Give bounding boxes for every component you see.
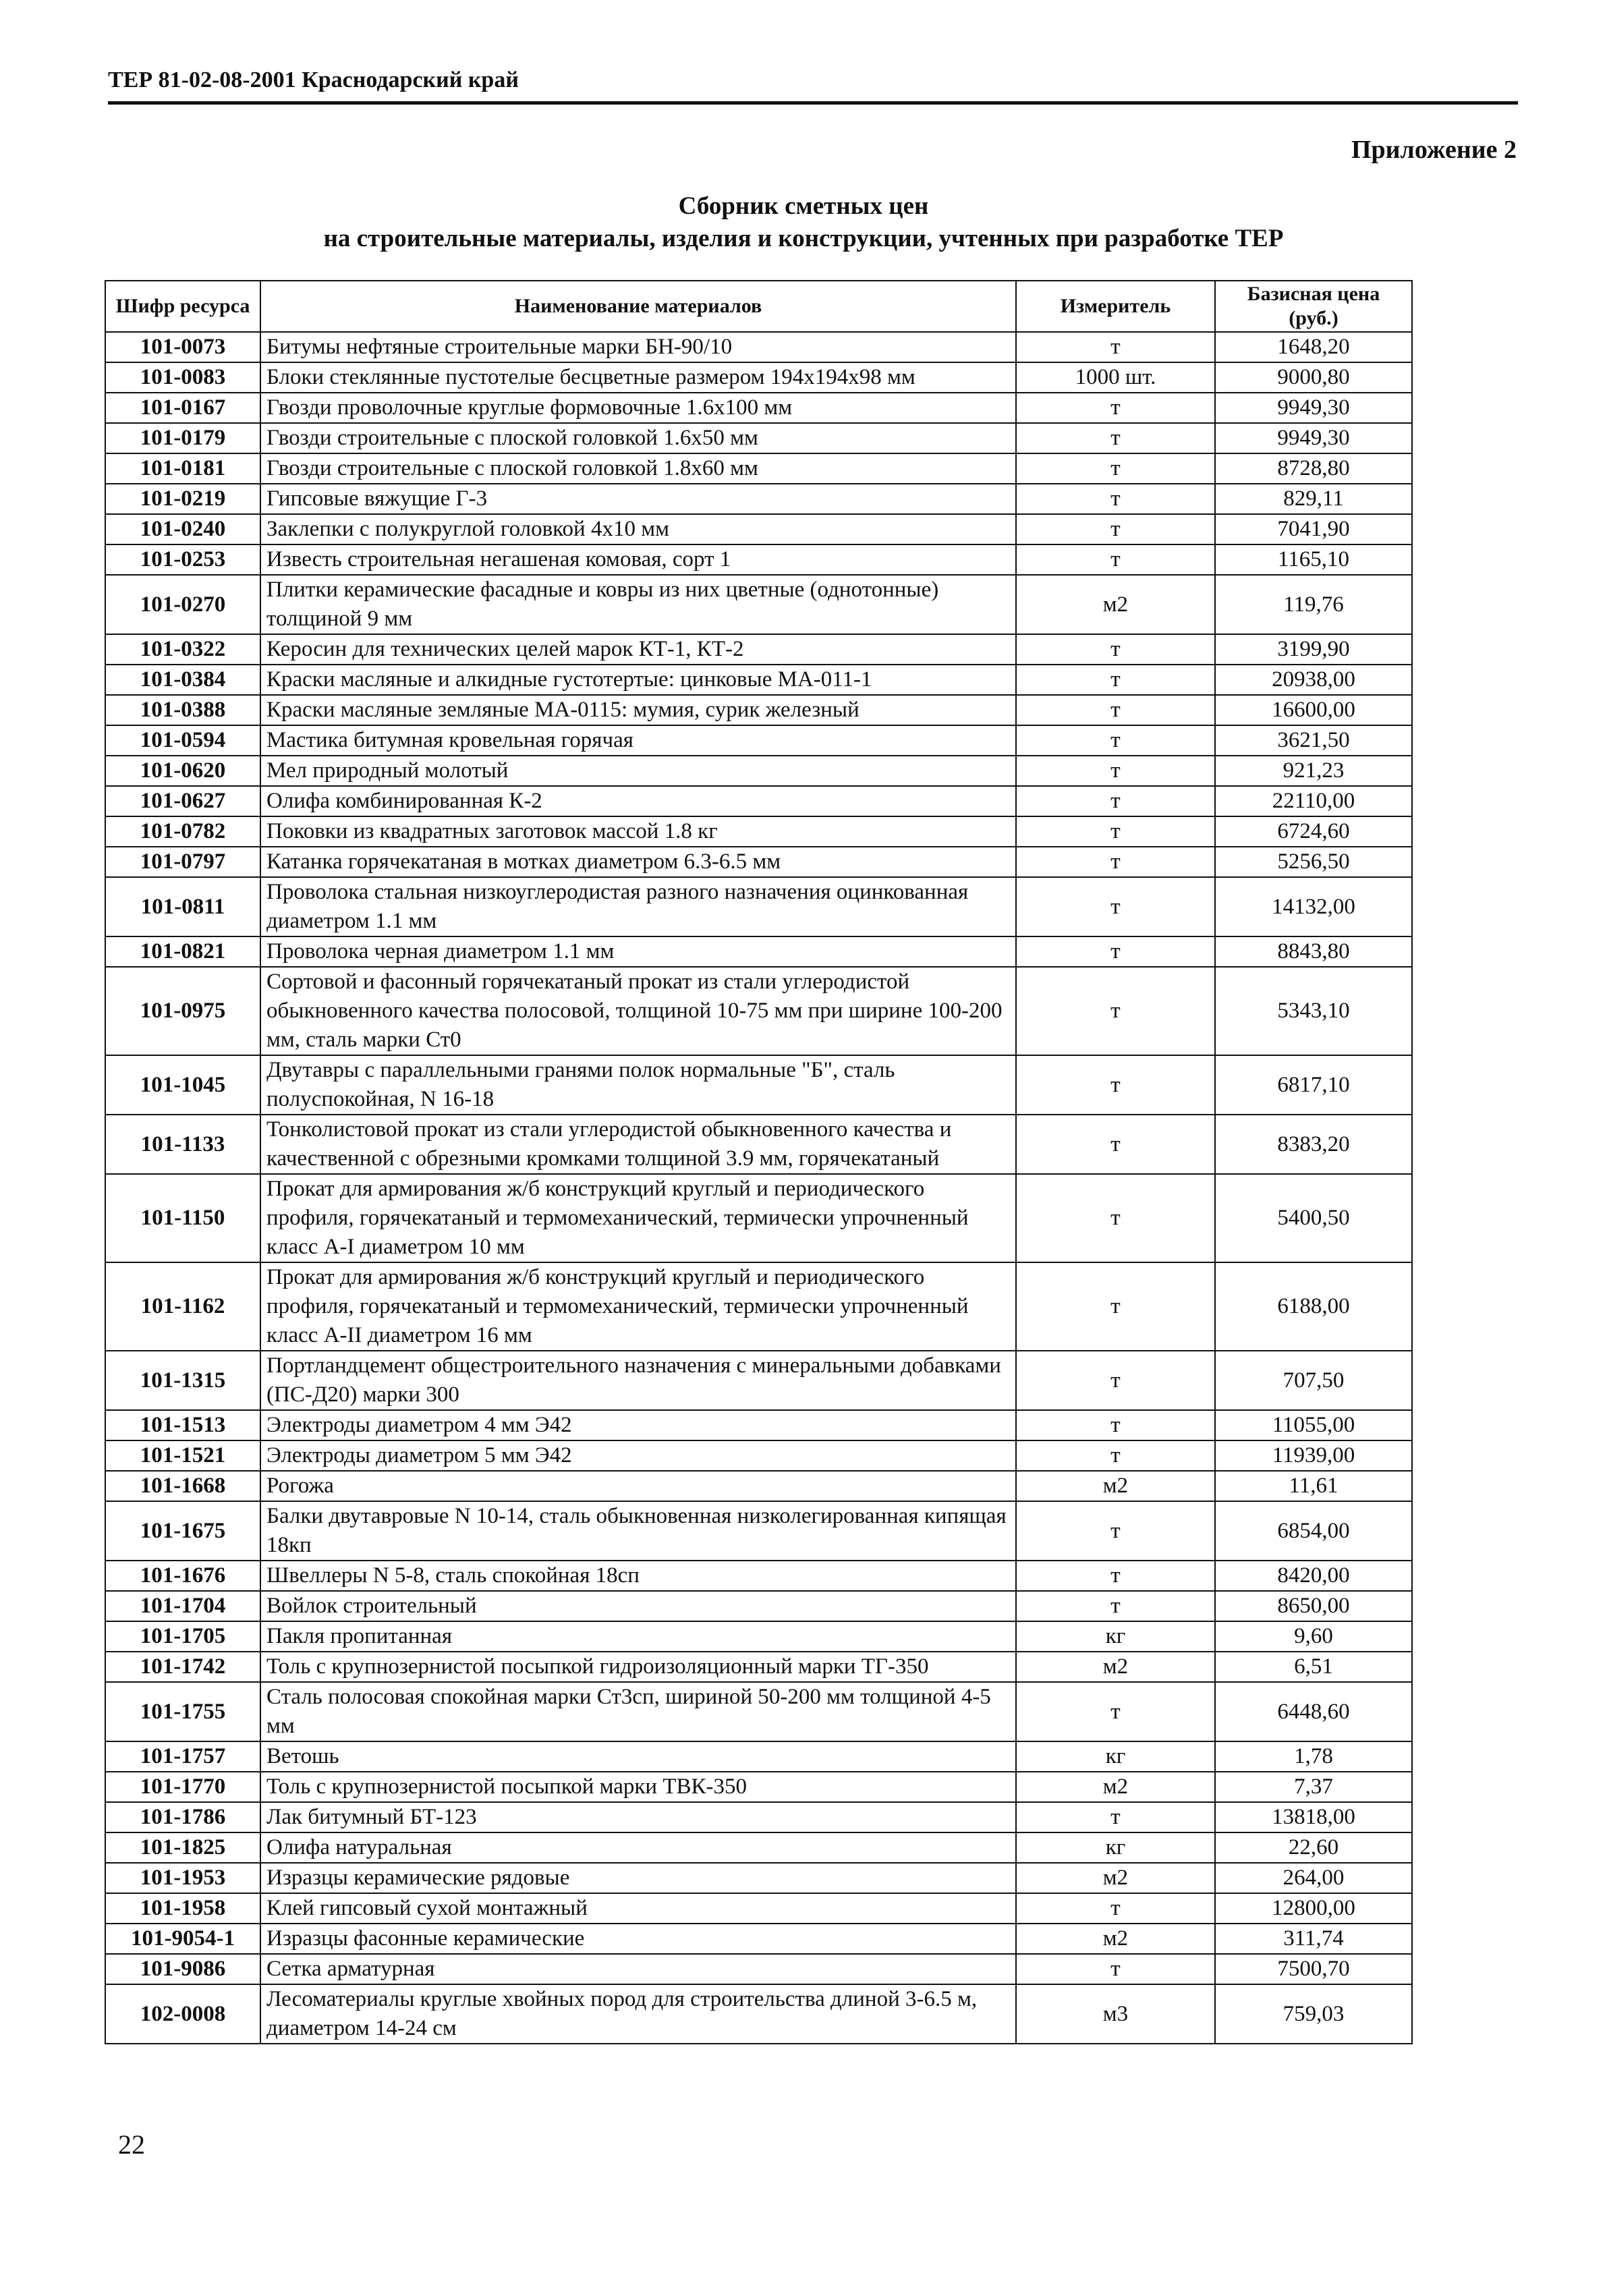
cell-unit: кг <box>1016 1741 1215 1772</box>
cell-code: 101-1668 <box>105 1471 260 1501</box>
cell-code: 101-0083 <box>105 362 260 393</box>
cell-name: Известь строительная негашеная комовая, сорт 1 <box>260 544 1016 575</box>
cell-code: 101-0975 <box>105 967 260 1055</box>
cell-unit: т <box>1016 1440 1215 1471</box>
cell-name: Изразцы керамические рядовые <box>260 1863 1016 1893</box>
table-row <box>105 1501 1412 1561</box>
cell-code: 101-1675 <box>105 1501 260 1561</box>
cell-name: Гипсовые вяжущие Г-3 <box>260 484 1016 514</box>
title-line-1: Сборник сметных цен <box>678 192 929 220</box>
cell-name: Ветошь <box>260 1741 1016 1772</box>
cell-code: 101-1162 <box>105 1262 260 1351</box>
cell-price: 5400,50 <box>1215 1174 1412 1262</box>
cell-unit: м2 <box>1016 1471 1215 1501</box>
table-row <box>105 1115 1412 1174</box>
cell-code: 101-0167 <box>105 393 260 423</box>
cell-price: 311,74 <box>1215 1924 1412 1954</box>
cell-name: Проволока стальная низкоуглеродистая разного назначения оцинкованная диаметром 1.1 мм <box>260 877 1016 936</box>
cell-unit: м2 <box>1016 1924 1215 1954</box>
cell-price: 9000,80 <box>1215 362 1412 393</box>
cell-unit: м2 <box>1016 575 1215 634</box>
cell-name: Сортовой и фасонный горячекатаный прокат из стали углеродистой обыкновенного качества полосовой, толщиной 10-75 мм при ширине 100-200 мм, сталь марки Ст0 <box>260 967 1016 1055</box>
cell-name: Лак битумный БТ-123 <box>260 1802 1016 1832</box>
table-row <box>105 1174 1412 1262</box>
table-row <box>105 484 1412 514</box>
cell-name: Портландцемент общестроительного назначения с минеральными добавками (ПС-Д20) марки 300 <box>260 1351 1016 1410</box>
table-row <box>105 967 1412 1055</box>
cell-name: Электроды диаметром 4 мм Э42 <box>260 1410 1016 1440</box>
cell-unit: т <box>1016 665 1215 695</box>
cell-name: Краски масляные и алкидные густотертые: цинковые МА-011-1 <box>260 665 1016 695</box>
cell-code: 101-1786 <box>105 1802 260 1832</box>
table-row <box>105 1351 1412 1410</box>
cell-name: Сталь полосовая спокойная марки Ст3сп, шириной 50-200 мм толщиной 4-5 мм <box>260 1682 1016 1741</box>
table-row <box>105 847 1412 877</box>
cell-name: Мел природный молотый <box>260 756 1016 786</box>
table-row <box>105 695 1412 725</box>
cell-code: 101-0620 <box>105 756 260 786</box>
cell-code: 101-1704 <box>105 1591 260 1621</box>
cell-price: 921,23 <box>1215 756 1412 786</box>
table-row <box>105 877 1412 936</box>
cell-unit: т <box>1016 1351 1215 1410</box>
cell-price: 9,60 <box>1215 1621 1412 1652</box>
cell-code: 101-0181 <box>105 453 260 484</box>
cell-price: 6188,00 <box>1215 1262 1412 1351</box>
table-row <box>105 1652 1412 1682</box>
cell-price: 829,11 <box>1215 484 1412 514</box>
table-row <box>105 393 1412 423</box>
cell-unit: т <box>1016 1591 1215 1621</box>
header-rule <box>108 101 1518 105</box>
cell-code: 101-0073 <box>105 332 260 362</box>
cell-name: Заклепки с полукруглой головкой 4х10 мм <box>260 514 1016 544</box>
cell-price: 5343,10 <box>1215 967 1412 1055</box>
cell-code: 101-0627 <box>105 786 260 816</box>
cell-price: 11055,00 <box>1215 1410 1412 1440</box>
table-row <box>105 786 1412 816</box>
cell-code: 101-1521 <box>105 1440 260 1471</box>
cell-price: 14132,00 <box>1215 877 1412 936</box>
cell-code: 101-1757 <box>105 1741 260 1772</box>
table-row <box>105 1561 1412 1591</box>
table-row <box>105 1621 1412 1652</box>
table-row <box>105 1802 1412 1832</box>
cell-unit: т <box>1016 786 1215 816</box>
column-header-price: Базисная цена (руб.) <box>1215 281 1412 332</box>
cell-name: Гвозди строительные с плоской головкой 1.8х60 мм <box>260 453 1016 484</box>
cell-unit: т <box>1016 484 1215 514</box>
cell-price: 264,00 <box>1215 1863 1412 1893</box>
table-row <box>105 1954 1412 1984</box>
table-row <box>105 1772 1412 1802</box>
cell-unit: т <box>1016 1410 1215 1440</box>
cell-code: 101-1705 <box>105 1621 260 1652</box>
cell-code: 101-1676 <box>105 1561 260 1591</box>
cell-price: 8650,00 <box>1215 1591 1412 1621</box>
cell-code: 101-0782 <box>105 816 260 847</box>
table-row <box>105 725 1412 756</box>
table-row <box>105 544 1412 575</box>
table-row <box>105 1262 1412 1351</box>
cell-code: 101-1045 <box>105 1055 260 1115</box>
cell-price: 22110,00 <box>1215 786 1412 816</box>
table-row <box>105 1741 1412 1772</box>
cell-unit: т <box>1016 1802 1215 1832</box>
cell-unit: т <box>1016 393 1215 423</box>
cell-unit: т <box>1016 1055 1215 1115</box>
cell-name: Краски масляные земляные МА-0115: мумия, сурик железный <box>260 695 1016 725</box>
cell-unit: м2 <box>1016 1652 1215 1682</box>
cell-price: 12800,00 <box>1215 1893 1412 1924</box>
cell-price: 7500,70 <box>1215 1954 1412 1984</box>
cell-name: Прокат для армирования ж/б конструкций круглый и периодического профиля, горячекатаный и термомеханический, термически упрочненный класс А-II диаметром 16 мм <box>260 1262 1016 1351</box>
cell-unit: т <box>1016 847 1215 877</box>
cell-code: 101-1742 <box>105 1652 260 1682</box>
cell-price: 6448,60 <box>1215 1682 1412 1741</box>
cell-price: 1,78 <box>1215 1741 1412 1772</box>
cell-code: 101-1755 <box>105 1682 260 1741</box>
cell-name: Прокат для армирования ж/б конструкций круглый и периодического профиля, горячекатаный и термомеханический, термически упрочненный класс А-I диаметром 10 мм <box>260 1174 1016 1262</box>
cell-code: 101-0219 <box>105 484 260 514</box>
cell-code: 101-0811 <box>105 877 260 936</box>
cell-unit: т <box>1016 877 1215 936</box>
cell-price: 8728,80 <box>1215 453 1412 484</box>
cell-price: 3199,90 <box>1215 634 1412 665</box>
cell-code: 101-1513 <box>105 1410 260 1440</box>
cell-code: 101-1770 <box>105 1772 260 1802</box>
cell-unit: т <box>1016 936 1215 967</box>
cell-unit: т <box>1016 1115 1215 1174</box>
cell-unit: т <box>1016 514 1215 544</box>
cell-price: 8420,00 <box>1215 1561 1412 1591</box>
cell-code: 102-0008 <box>105 1984 260 2044</box>
cell-name: Сетка арматурная <box>260 1954 1016 1984</box>
table-row <box>105 665 1412 695</box>
cell-name: Пакля пропитанная <box>260 1621 1016 1652</box>
cell-code: 101-0179 <box>105 423 260 453</box>
cell-unit: т <box>1016 816 1215 847</box>
cell-name: Олифа натуральная <box>260 1832 1016 1863</box>
cell-unit: т <box>1016 1954 1215 1984</box>
column-header-unit: Измеритель <box>1016 281 1215 332</box>
cell-price: 9949,30 <box>1215 393 1412 423</box>
table-row <box>105 1863 1412 1893</box>
table-row <box>105 756 1412 786</box>
title-line-2: на строительные материалы, изделия и конструкции, учтенных при разработке ТЕР <box>323 225 1284 252</box>
cell-code: 101-1953 <box>105 1863 260 1893</box>
cell-unit: т <box>1016 453 1215 484</box>
cell-name: Войлок строительный <box>260 1591 1016 1621</box>
cell-unit: т <box>1016 1893 1215 1924</box>
table-row <box>105 362 1412 393</box>
table-row <box>105 1591 1412 1621</box>
cell-code: 101-0388 <box>105 695 260 725</box>
cell-unit: т <box>1016 634 1215 665</box>
cell-unit: т <box>1016 967 1215 1055</box>
cell-name: Двутавры с параллельными гранями полок нормальные "Б", сталь полуспокойная, N 16-18 <box>260 1055 1016 1115</box>
cell-price: 1165,10 <box>1215 544 1412 575</box>
cell-code: 101-0384 <box>105 665 260 695</box>
table-row <box>105 332 1412 362</box>
cell-price: 7,37 <box>1215 1772 1412 1802</box>
cell-code: 101-9054-1 <box>105 1924 260 1954</box>
cell-unit: т <box>1016 725 1215 756</box>
table-row <box>105 1984 1412 2044</box>
cell-price: 20938,00 <box>1215 665 1412 695</box>
table-row <box>105 1440 1412 1471</box>
cell-code: 101-0797 <box>105 847 260 877</box>
cell-price: 22,60 <box>1215 1832 1412 1863</box>
cell-price: 11939,00 <box>1215 1440 1412 1471</box>
cell-code: 101-0240 <box>105 514 260 544</box>
cell-unit: м2 <box>1016 1863 1215 1893</box>
cell-price: 7041,90 <box>1215 514 1412 544</box>
cell-name: Толь с крупнозернистой посыпкой марки ТВК-350 <box>260 1772 1016 1802</box>
cell-code: 101-0594 <box>105 725 260 756</box>
cell-code: 101-1825 <box>105 1832 260 1863</box>
table-row <box>105 1832 1412 1863</box>
document-title <box>0 190 1607 255</box>
cell-name: Плитки керамические фасадные и ковры из них цветные (однотонные) толщиной 9 мм <box>260 575 1016 634</box>
cell-price: 6,51 <box>1215 1652 1412 1682</box>
table-header-row <box>105 281 1412 332</box>
cell-price: 119,76 <box>1215 575 1412 634</box>
cell-name: Гвозди проволочные круглые формовочные 1.6х100 мм <box>260 393 1016 423</box>
table-row <box>105 1055 1412 1115</box>
cell-name: Тонколистовой прокат из стали углеродистой обыкновенного качества и качественной с обрезными кромками толщиной 3.9 мм, горячекатаный <box>260 1115 1016 1174</box>
cell-price: 13818,00 <box>1215 1802 1412 1832</box>
table-row <box>105 453 1412 484</box>
table-row <box>105 936 1412 967</box>
cell-name: Электроды диаметром 5 мм Э42 <box>260 1440 1016 1471</box>
cell-code: 101-1315 <box>105 1351 260 1410</box>
column-header-code: Шифр ресурса <box>105 281 260 332</box>
cell-price: 6854,00 <box>1215 1501 1412 1561</box>
cell-code: 101-0821 <box>105 936 260 967</box>
cell-price: 8383,20 <box>1215 1115 1412 1174</box>
cell-code: 101-9086 <box>105 1954 260 1984</box>
cell-price: 5256,50 <box>1215 847 1412 877</box>
cell-name: Изразцы фасонные керамические <box>260 1924 1016 1954</box>
cell-code: 101-0322 <box>105 634 260 665</box>
table-row <box>105 1410 1412 1440</box>
table-row <box>105 1893 1412 1924</box>
appendix-label: Приложение 2 <box>1351 136 1517 164</box>
cell-unit: т <box>1016 695 1215 725</box>
cell-name: Поковки из квадратных заготовок массой 1.8 кг <box>260 816 1016 847</box>
cell-unit: кг <box>1016 1832 1215 1863</box>
cell-code: 101-1150 <box>105 1174 260 1262</box>
cell-name: Мастика битумная кровельная горячая <box>260 725 1016 756</box>
cell-name: Лесоматериалы круглые хвойных пород для строительства длиной 3-6.5 м, диаметром 14-24 см <box>260 1984 1016 2044</box>
cell-name: Керосин для технических целей марок КТ-1, КТ-2 <box>260 634 1016 665</box>
cell-name: Проволока черная диаметром 1.1 мм <box>260 936 1016 967</box>
cell-name: Блоки стеклянные пустотелые бесцветные размером 194х194х98 мм <box>260 362 1016 393</box>
cell-name: Рогожа <box>260 1471 1016 1501</box>
cell-code: 101-1958 <box>105 1893 260 1924</box>
cell-price: 16600,00 <box>1215 695 1412 725</box>
table-row <box>105 423 1412 453</box>
cell-unit: т <box>1016 1174 1215 1262</box>
table-row <box>105 514 1412 544</box>
cell-name: Швеллеры N 5-8, сталь спокойная 18сп <box>260 1561 1016 1591</box>
cell-price: 9949,30 <box>1215 423 1412 453</box>
table-body <box>105 332 1412 2044</box>
cell-name: Балки двутавровые N 10-14, сталь обыкновенная низколегированная кипящая 18кп <box>260 1501 1016 1561</box>
cell-unit: т <box>1016 756 1215 786</box>
cell-price: 8843,80 <box>1215 936 1412 967</box>
cell-code: 101-0270 <box>105 575 260 634</box>
cell-code: 101-1133 <box>105 1115 260 1174</box>
running-head: ТЕР 81-02-08-2001 Краснодарский край <box>108 67 519 92</box>
cell-unit: т <box>1016 1561 1215 1591</box>
cell-price: 3621,50 <box>1215 725 1412 756</box>
cell-price: 759,03 <box>1215 1984 1412 2044</box>
cell-unit: т <box>1016 544 1215 575</box>
column-header-name: Наименование материалов <box>260 281 1016 332</box>
cell-name: Гвозди строительные с плоской головкой 1.6х50 мм <box>260 423 1016 453</box>
cell-unit: т <box>1016 1682 1215 1741</box>
cell-unit: т <box>1016 1262 1215 1351</box>
cell-unit: 1000 шт. <box>1016 362 1215 393</box>
cell-price: 11,61 <box>1215 1471 1412 1501</box>
cell-unit: м2 <box>1016 1772 1215 1802</box>
cell-unit: т <box>1016 1501 1215 1561</box>
cell-name: Катанка горячекатаная в мотках диаметром 6.3-6.5 мм <box>260 847 1016 877</box>
table-row <box>105 575 1412 634</box>
cell-unit: т <box>1016 332 1215 362</box>
cell-name: Клей гипсовый сухой монтажный <box>260 1893 1016 1924</box>
table-row <box>105 1924 1412 1954</box>
materials-price-table <box>105 280 1413 2044</box>
cell-price: 707,50 <box>1215 1351 1412 1410</box>
table-row <box>105 1471 1412 1501</box>
cell-unit: кг <box>1016 1621 1215 1652</box>
cell-name: Толь с крупнозернистой посыпкой гидроизоляционный марки ТГ-350 <box>260 1652 1016 1682</box>
cell-unit: т <box>1016 423 1215 453</box>
cell-price: 6724,60 <box>1215 816 1412 847</box>
page-number: 22 <box>118 2129 145 2160</box>
table-row <box>105 816 1412 847</box>
cell-price: 6817,10 <box>1215 1055 1412 1115</box>
cell-code: 101-0253 <box>105 544 260 575</box>
cell-name: Битумы нефтяные строительные марки БН-90/10 <box>260 332 1016 362</box>
table-row <box>105 634 1412 665</box>
table-row <box>105 1682 1412 1741</box>
cell-unit: м3 <box>1016 1984 1215 2044</box>
cell-name: Олифа комбинированная К-2 <box>260 786 1016 816</box>
cell-price: 1648,20 <box>1215 332 1412 362</box>
